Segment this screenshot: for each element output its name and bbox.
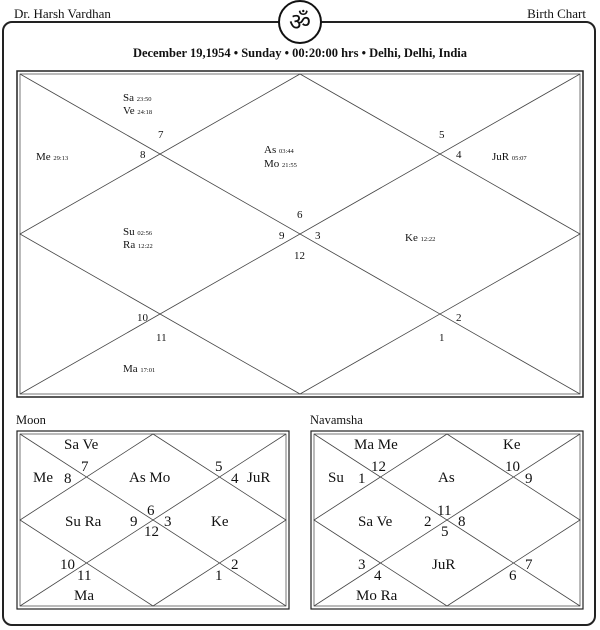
sign-number: 11: [156, 332, 167, 344]
sign-number: 11: [77, 568, 92, 584]
sign-number: 1: [358, 471, 366, 487]
chart-type-label: Birth Chart: [527, 6, 586, 21]
sign-number: 12: [371, 459, 386, 475]
sign-number: 7: [158, 129, 164, 141]
sign-number: 6: [147, 503, 155, 519]
sign-number: 1: [215, 568, 223, 584]
navamsha-house-text: JuR: [432, 557, 456, 573]
sign-number: 4: [456, 149, 462, 161]
sign-number: 3: [358, 557, 366, 573]
sign-number: 2: [424, 514, 432, 530]
navamsha-chart: [310, 430, 584, 610]
navamsha-house-text: Su: [328, 470, 344, 486]
planet-ke: Ke 12:22: [405, 232, 436, 244]
birth-chart: [16, 70, 584, 398]
planet-su: Su 02:56: [123, 226, 153, 238]
sign-number: 9: [525, 471, 533, 487]
moon-house-text: As Mo: [129, 470, 171, 486]
navamsha-house-text: Mo Ra: [356, 588, 398, 604]
navamsha-house-text: As: [438, 470, 455, 486]
sign-number: 4: [231, 471, 239, 487]
moon-house-text: Ke: [211, 514, 229, 530]
planet-ra: Ra 12:22: [123, 239, 153, 251]
moon-chart-title: Moon: [16, 413, 46, 427]
sign-number: 9: [279, 230, 285, 242]
birth-chart-grid: [16, 70, 584, 398]
sign-number: 5: [441, 524, 449, 540]
moon-house-text: Ma: [74, 588, 94, 604]
sign-number: 12: [144, 524, 159, 540]
moon-house-text: Me: [33, 470, 53, 486]
birth-details: December 19,1954 • Sunday • 00:20:00 hrs • Delhi, Delhi, India: [132, 46, 468, 60]
sign-number: 2: [456, 312, 462, 324]
sign-number: 5: [215, 459, 223, 475]
sign-number: 7: [525, 557, 533, 573]
sign-number: 6: [297, 209, 303, 221]
planet-as: As 03:44: [264, 144, 294, 156]
sign-number: 10: [137, 312, 148, 324]
sign-number: 10: [505, 459, 520, 475]
sign-number: 1: [439, 332, 445, 344]
sign-number: 4: [374, 568, 382, 584]
navamsha-house-text: Ma Me: [354, 437, 398, 453]
navamsha-chart-title: Navamsha: [310, 413, 363, 427]
navamsha-chart-grid: [310, 430, 584, 610]
om-icon: ॐ: [278, 0, 322, 44]
sign-number: 9: [130, 514, 138, 530]
sign-number: 6: [509, 568, 517, 584]
sign-number: 8: [458, 514, 466, 530]
moon-chart-grid: [16, 430, 290, 610]
planet-ma: Ma 17:01: [123, 363, 156, 375]
planet-sa: Sa 23:50: [123, 92, 152, 104]
sign-number: 12: [294, 250, 305, 262]
sign-number: 8: [64, 471, 72, 487]
sign-number: 10: [60, 557, 75, 573]
moon-house-text: Su Ra: [65, 514, 102, 530]
navamsha-house-text: Ke: [503, 437, 521, 453]
sign-number: 8: [140, 149, 146, 161]
person-name: Dr. Harsh Vardhan: [14, 6, 111, 21]
sign-number: 3: [315, 230, 321, 242]
moon-house-text: Sa Ve: [64, 437, 99, 453]
planet-mo: Mo 21:55: [264, 158, 297, 170]
moon-chart: [16, 430, 290, 610]
sign-number: 5: [439, 129, 445, 141]
moon-house-text: JuR: [247, 470, 271, 486]
sign-number: 3: [164, 514, 172, 530]
sign-number: 2: [231, 557, 239, 573]
planet-jur: JuR 05:07: [492, 151, 527, 163]
planet-ve: Ve 24:18: [123, 105, 153, 117]
sign-number: 7: [81, 459, 89, 475]
planet-me: Me 29:13: [36, 151, 69, 163]
sign-number: 11: [437, 503, 452, 519]
navamsha-house-text: Sa Ve: [358, 514, 393, 530]
